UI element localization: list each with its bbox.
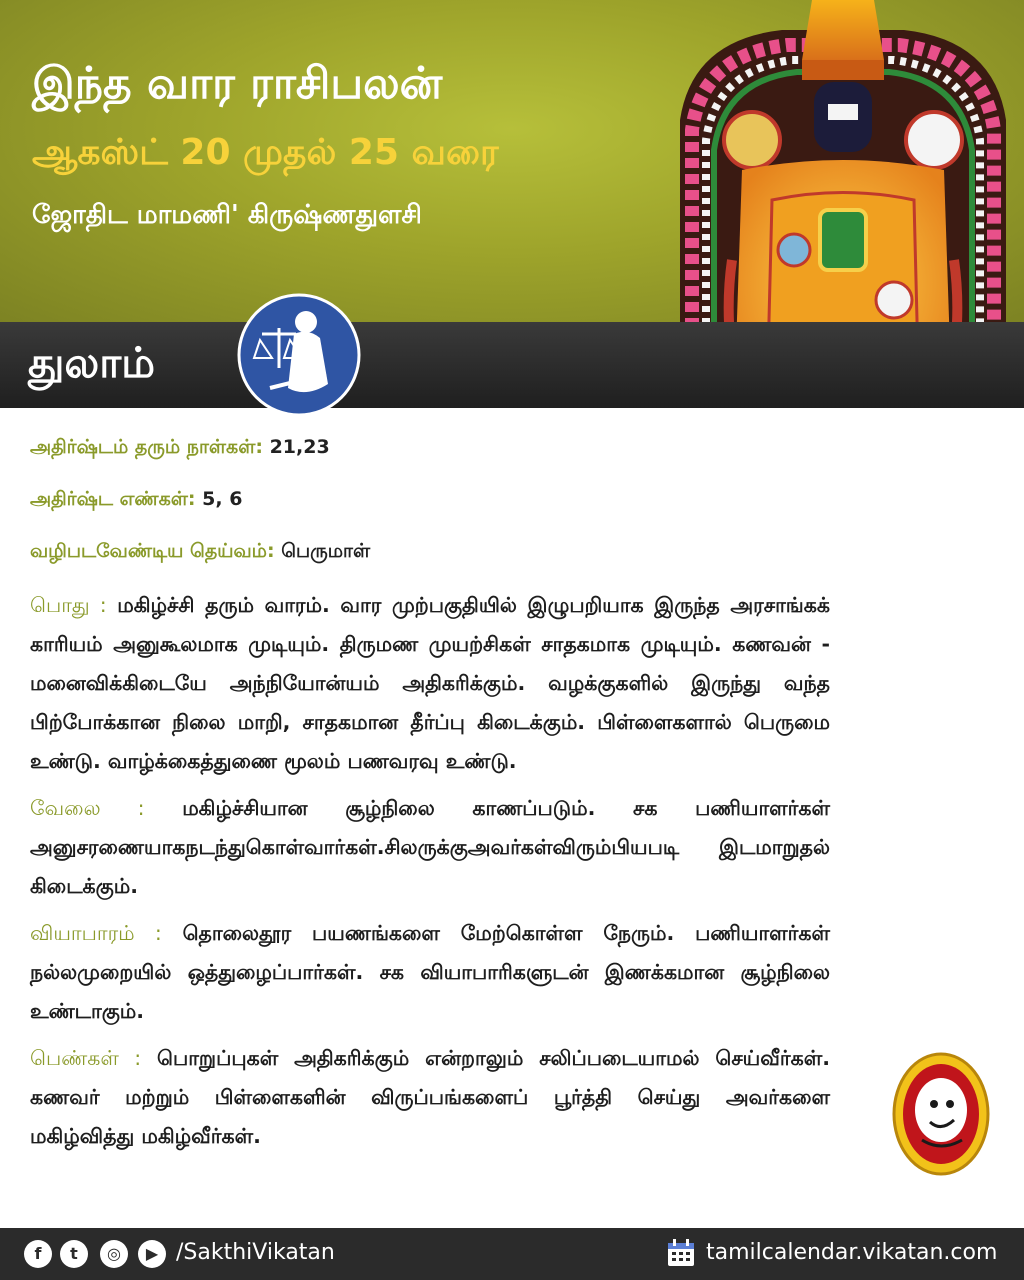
libra-zodiac-icon xyxy=(236,292,362,418)
section-women xyxy=(30,1039,830,1156)
section-work-label: வேலை : xyxy=(30,796,145,820)
social-handle[interactable]: /SakthiVikatan xyxy=(176,1240,335,1265)
section-general-text: மகிழ்ச்சி தரும் வாரம். வார முற்பகுதியில் இழுபறியாக இருந்த அரசாங்கக் காரியம் அனுகூலமாக முடியும். திருமண முயற்சிகள் சாதகமாக முடியும். கணவன் - மனைவிக்கிடையே அந்நியோன்யம் அதிகரிக்கும். வழக்குகளில் இருந்து வந்த பிற்போக்கான நிலை மாறி, சாதகமான தீர்ப்பு கிடைக்கும். பிள்ளைகளால் பெருமை உண்டு. வாழ்க்கைத்துணை மூலம் பணவரவு உண்டு. xyxy=(30,593,830,773)
lucky-days-value: 21,23 xyxy=(269,436,330,458)
vikatan-logo xyxy=(892,1052,990,1176)
section-general xyxy=(30,586,830,781)
section-business xyxy=(30,914,830,1031)
lucky-numbers xyxy=(30,482,830,516)
calendar-icon xyxy=(666,1238,696,1268)
twitter-icon[interactable]: t xyxy=(60,1240,88,1268)
author-name: ஜோதிட மாமணி' கிருஷ்ணதுளசி xyxy=(32,200,422,230)
lucky-days xyxy=(30,430,830,464)
page-title: இந்த வார ராசிபலன் xyxy=(32,58,443,109)
lucky-numbers-label: அதிர்ஷ்ட எண்கள்: xyxy=(30,488,196,510)
section-business-text: தொலைதூர பயணங்களை மேற்கொள்ள நேரும். பணியாளர்கள் நல்லமுறையில் ஒத்துழைப்பார்கள். சக வியாபாரிகளுடன் இணக்கமான சூழ்நிலை உண்டாகும். xyxy=(30,921,830,1023)
instagram-icon[interactable]: ◎ xyxy=(100,1240,128,1268)
sign-name: துலாம் xyxy=(28,338,156,387)
youtube-icon[interactable]: ▶ xyxy=(138,1240,166,1268)
section-women-text: பொறுப்புகள் அதிகரிக்கும் என்றாலும் சலிப்படையாமல் செய்வீர்கள். கணவர் மற்றும் பிள்ளைகளின் விருப்பங்களைப் பூர்த்தி செய்து அவர்களை மகிழ்வித்து மகிழ்வீர்கள். xyxy=(30,1046,830,1148)
deity-value: பெருமாள் xyxy=(281,540,371,562)
section-work-text: மகிழ்ச்சியான சூழ்நிலை காணப்படும். சக பணியாளர்கள் அனுசரணையாகநடந்துகொள்வார்கள்.சிலருக்குஅவர்கள்விரும்பியபடி இடமாறுதல் கிடைக்கும். xyxy=(30,796,830,898)
lucky-numbers-value: 5, 6 xyxy=(202,488,243,510)
section-work xyxy=(30,789,830,906)
date-range: ஆகஸ்ட் 20 முதல் 25 வரை xyxy=(32,132,499,173)
deity-label: வழிபடவேண்டிய தெய்வம்: xyxy=(30,540,275,562)
deity-to-worship xyxy=(30,534,830,568)
forecast-body xyxy=(30,430,830,1164)
facebook-icon[interactable]: f xyxy=(24,1240,52,1268)
website-link[interactable]: tamilcalendar.vikatan.com xyxy=(706,1240,998,1265)
section-business-label: வியாபாரம் : xyxy=(30,921,162,945)
lucky-days-label: அதிர்ஷ்டம் தரும் நாள்கள்: xyxy=(30,436,263,458)
section-women-label: பெண்கள் : xyxy=(30,1046,142,1070)
section-general-label: பொது : xyxy=(30,593,107,617)
